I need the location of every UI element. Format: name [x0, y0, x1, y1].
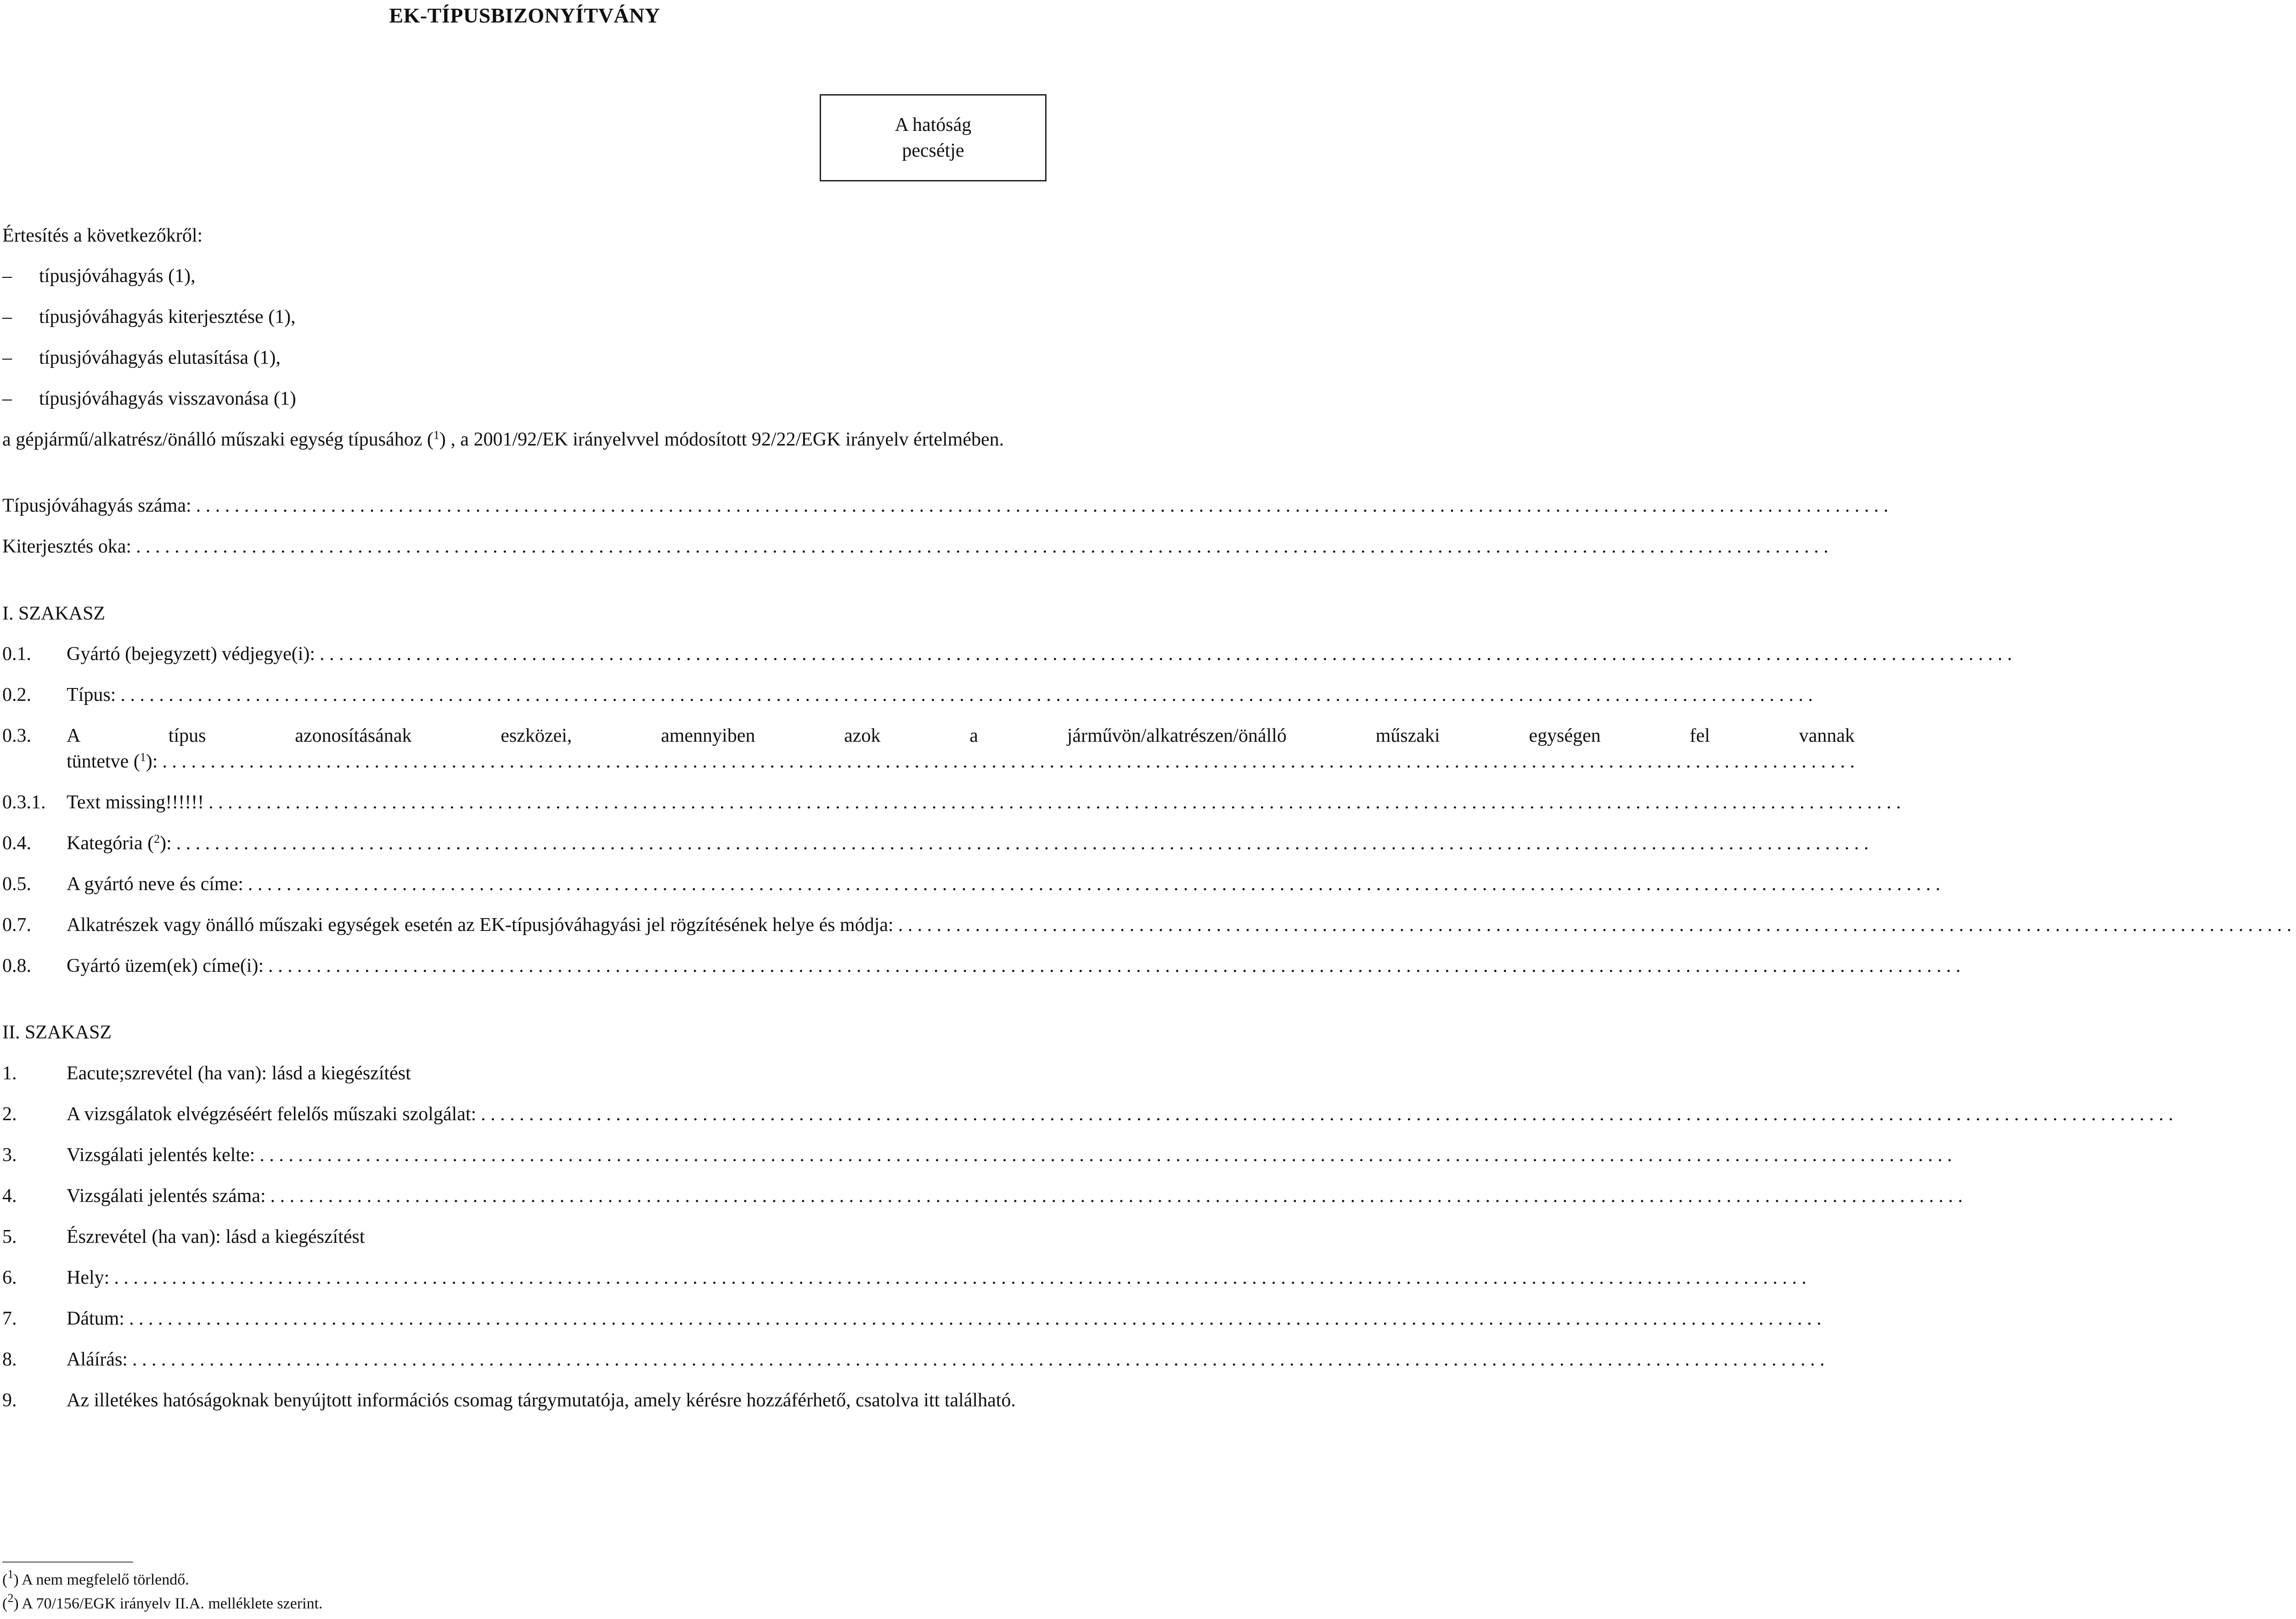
- footnote-ref: 1: [433, 429, 439, 442]
- fill-in-dots: [898, 912, 2296, 938]
- fill-in-dots: [132, 1347, 1825, 1372]
- item-label: Gyártó üzem(ek) címe(i):: [67, 955, 264, 976]
- footnote-text: A 70/156/EGK irányelv II.A. melléklete szerint.: [22, 1595, 323, 1612]
- scope-text-b: ) , a 2001/92/EK irányelvvel módosított 92/22/EGK irányelv értelmében.: [439, 429, 1004, 450]
- fill-in-dots: [120, 682, 1813, 708]
- list-dash: –: [2, 388, 12, 409]
- footnote: ($^1$) A nem megfelelő törlendő.: [2, 1568, 189, 1588]
- footnote-ref: (1),: [253, 347, 281, 368]
- item-number: 0.8.: [2, 955, 31, 976]
- footnote-ref: (1): [273, 388, 296, 409]
- section-heading: I. SZAKASZ: [2, 603, 106, 624]
- fill-in-dots: [162, 749, 1855, 774]
- fill-in-dots: [114, 1265, 1806, 1291]
- item-label: Vizsgálati jelentés száma:: [67, 1185, 266, 1207]
- form-item: [2, 830, 1047, 856]
- form-item: [2, 723, 1855, 774]
- fill-in-dots: [270, 1183, 1963, 1209]
- item-number: 5.: [2, 1226, 17, 1247]
- item-label: Hely:: [67, 1267, 110, 1288]
- form-item: [2, 1306, 1047, 1331]
- form-item: [2, 953, 1047, 979]
- item-number: 6.: [2, 1267, 17, 1288]
- item-label-cont-b: ):: [146, 751, 158, 772]
- section-heading: II. SZAKASZ: [2, 1022, 112, 1043]
- fill-in-dots: [196, 493, 1889, 519]
- item-number: 0.2.: [2, 684, 31, 705]
- list-dash: –: [2, 306, 12, 327]
- fill-in-dots: [268, 953, 1961, 979]
- item-number: 0.1.: [2, 643, 31, 665]
- item-label: Típus:: [67, 684, 116, 705]
- form-item: [2, 912, 1047, 938]
- form-item: [2, 641, 1047, 667]
- form-item: [2, 1061, 1047, 1086]
- notification-item: [2, 386, 1047, 412]
- stamp-label-line2: pecsétje: [902, 140, 964, 161]
- item-label: Az illetékes hatóságoknak benyújtott információs csomag tárgymutatója, amely kérésre hozzáférhető, csatolva itt található.: [67, 1390, 1016, 1411]
- fill-in-dots: [248, 871, 1941, 897]
- fill-in-dots: [259, 1142, 1952, 1168]
- notification-item: [2, 263, 1047, 289]
- form-item: [2, 871, 1047, 897]
- footnote: ($^2$) A 70/156/EGK irányelv II.A. melléklete szerint.: [2, 1591, 323, 1612]
- item-label: A típus azonosításának eszközei, amennyiben azok a járművön/alkatrészen/önálló műszaki egységen fel vannak: [67, 725, 1855, 746]
- fill-in-dots: [136, 534, 1829, 559]
- item-number: 0.3.: [2, 725, 31, 746]
- item-label: Text missing!!!!!!: [67, 792, 204, 813]
- footnote-ref: 1: [140, 750, 146, 764]
- notification-item-text: típusjóváhagyás: [39, 265, 163, 287]
- footnote-ref: 2: [154, 832, 160, 846]
- form-item: [2, 1347, 1047, 1372]
- item-label-text: Kategória (: [67, 833, 154, 854]
- footnote-text: A nem megfelelő törlendő.: [22, 1571, 189, 1588]
- footnote-ref: (1),: [168, 265, 196, 287]
- notification-item-text: típusjóváhagyás visszavonása: [39, 388, 269, 409]
- item-label: A gyártó neve és címe:: [67, 874, 243, 895]
- scope-sentence: [2, 427, 1047, 452]
- approval-number-label: Típusjóváhagyás száma:: [2, 495, 191, 516]
- item-label-end: ):: [160, 833, 172, 854]
- form-item: [2, 790, 1047, 815]
- item-number: 3.: [2, 1145, 17, 1166]
- item-number: 0.7.: [2, 914, 31, 936]
- item-number: 0.5.: [2, 874, 31, 895]
- list-dash: –: [2, 265, 12, 287]
- intro-text: Értesítés a következőkről:: [2, 225, 203, 246]
- form-item: [2, 1183, 1047, 1209]
- list-dash: –: [2, 347, 12, 368]
- item-number: 4.: [2, 1185, 17, 1207]
- item-number: 0.4.: [2, 833, 31, 854]
- notification-item-text: típusjóváhagyás kiterjesztése: [39, 306, 264, 327]
- form-item: [2, 1388, 1047, 1413]
- notification-item: [2, 345, 1047, 371]
- scope-text-a: a gépjármű/alkatrész/önálló műszaki egység típusához (: [2, 429, 433, 450]
- extension-reason-field: [2, 534, 1047, 559]
- authority-stamp-box: [820, 94, 1047, 181]
- form-item: [2, 1101, 1047, 1127]
- footnote-divider: [2, 1562, 133, 1563]
- item-label: Gyártó (bejegyzett) védjegye(i):: [67, 643, 315, 665]
- form-item: [2, 1265, 1047, 1291]
- footnote-ref: (1),: [268, 306, 296, 327]
- notification-item: [2, 304, 1047, 330]
- fill-in-dots: [481, 1101, 2173, 1127]
- stamp-label-line1: A hatóság: [895, 114, 972, 135]
- approval-number-field: [2, 493, 1047, 519]
- item-label: Alkatrészek vagy önálló műszaki egységek esetén az EK-típusjóváhagyási jel rögzítésének helye és módja:: [67, 914, 894, 936]
- footnote-mark: 2: [7, 1591, 14, 1605]
- item-label: Eacute;szrevétel (ha van): lásd a kiegészítést: [67, 1063, 411, 1084]
- form-item: [2, 1142, 1047, 1168]
- item-label: Vizsgálati jelentés kelte:: [67, 1145, 255, 1166]
- item-label: Észrevétel (ha van): lásd a kiegészítést: [67, 1226, 365, 1247]
- fill-in-dots: [208, 790, 1901, 815]
- item-label-cont-a: tüntetve (: [67, 751, 140, 772]
- item-label-cont: [67, 749, 158, 774]
- document-title: EK-TÍPUSBIZONYÍTVÁNY: [389, 4, 660, 27]
- item-number: 9.: [2, 1390, 17, 1411]
- form-item: [2, 682, 1047, 708]
- fill-in-dots: [320, 641, 2012, 667]
- item-number: 8.: [2, 1349, 17, 1370]
- item-label: A vizsgálatok elvégzéséért felelős műszaki szolgálat:: [67, 1104, 477, 1125]
- item-number: 7.: [2, 1308, 17, 1329]
- form-item: [2, 1224, 1047, 1250]
- item-label: [67, 830, 172, 856]
- extension-reason-label: Kiterjesztés oka:: [2, 536, 132, 557]
- item-number: 0.3.1.: [2, 792, 46, 813]
- fill-in-dots: [176, 830, 1869, 856]
- item-label: Aláírás:: [67, 1349, 128, 1370]
- item-number: 2.: [2, 1104, 17, 1125]
- fill-in-dots: [129, 1306, 1822, 1331]
- notification-item-text: típusjóváhagyás elutasítása: [39, 347, 249, 368]
- item-number: 1.: [2, 1063, 17, 1084]
- footnote-mark: 1: [7, 1568, 14, 1581]
- item-label: Dátum:: [67, 1308, 124, 1329]
